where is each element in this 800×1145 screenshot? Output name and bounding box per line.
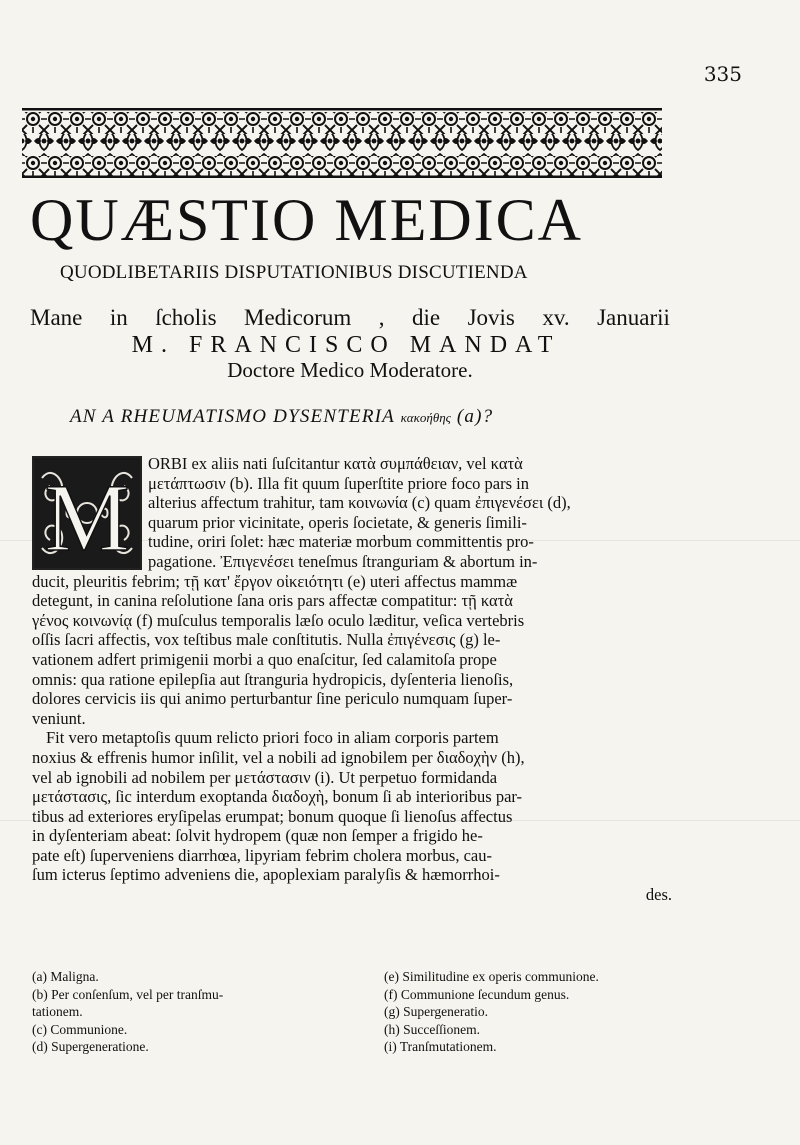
date-word: Mane xyxy=(30,305,83,330)
footnote: (h) Succeſſionem. xyxy=(384,1021,480,1037)
body-line: Fit vero metaptoſis quum relicto priori foco in aliam corporis partem xyxy=(46,728,499,748)
question-greek: κακοήθης xyxy=(400,410,451,425)
question-reference: (a)? xyxy=(456,406,494,427)
body-line: vationem adfert primigenii morbi a quo enaſcitur, ſed calamitoſa prope xyxy=(32,649,497,669)
praeses-name: M. FRANCISCO MANDAT xyxy=(131,332,561,358)
body-line: ſum icterus ſeptimo adveniens die, apoplexiam paralyſis & hæmorrhoi- xyxy=(32,865,500,885)
body-line: dolores cervicis iis qui animo perturbantur ſine periculo numquam ſuper- xyxy=(32,689,513,709)
subtitle: QUODLIBETARIIS DISPUTATIONIBUS DISCUTIENDA xyxy=(60,262,528,283)
body-line: vel ab ignobili ad nobilem per μετάστασιν (i). Ut perpetuo formidanda xyxy=(32,767,498,787)
footnotes-left xyxy=(32,968,352,1056)
date-word: ſcholis xyxy=(155,305,217,330)
footnote: (e) Similitudine ex operis communione. xyxy=(384,969,599,984)
question-heading xyxy=(70,406,670,428)
body-line: tudine, oriri ſolet: hæc materiæ morbum committentis pro- xyxy=(148,532,534,552)
body-line: oſſis ſacri affectis, vox teſtibus male conſtitutis. Nulla ἐπιγένεσις (g) le- xyxy=(32,630,501,650)
footnote: (f) Communione ſecundum genus. xyxy=(384,986,570,1002)
body-line: detegunt, in canina reſolutione ſana oris pars affectæ compatitur: τῇ κατὰ xyxy=(32,591,513,611)
body-text xyxy=(32,454,672,905)
footnotes-right xyxy=(384,968,704,1056)
moderator-line: Doctore Medico Moderatore. xyxy=(227,358,473,382)
date-word: Januarii xyxy=(597,305,670,330)
date-word: Jovis xyxy=(467,305,515,330)
svg-text:M: M xyxy=(44,464,130,570)
footnote: (b) Per conſenſum, vel per tranſmu- xyxy=(32,986,224,1002)
footnote: (d) Supergeneratione. xyxy=(32,1039,149,1054)
question-text: AN A RHEUMATISMO DYSENTERIA xyxy=(70,406,395,427)
body-line: veniunt. xyxy=(32,708,86,728)
body-line: pagatione. Ἐπιγενέσει teneſmus ſtranguriam & abortum in- xyxy=(148,551,538,571)
body-line: ORBI ex aliis nati ſuſcitantur κατὰ συμπάθειαν, vel κατὰ xyxy=(148,454,523,473)
footnote: (g) Supergeneratio. xyxy=(384,1004,488,1019)
date-word: Medicorum xyxy=(244,305,352,330)
body-line: quarum prior vicinitate, operis ſocietate, & generis ſimili- xyxy=(148,512,527,532)
page-title: QUÆSTIO MEDICA xyxy=(30,187,583,253)
body-line: γένος κοινωνίᾳ (f) muſculus temporalis læſo oculo læditur, veſica vertebris xyxy=(32,610,525,630)
body-line: μετάπτωσιν (b). Illa fit quum ſuperſtite priore foco pars in xyxy=(148,473,529,493)
footnote: (i) Tranſmutationem. xyxy=(384,1039,497,1054)
body-line: des. xyxy=(645,885,672,905)
show-through-text xyxy=(250,44,261,65)
body-line: omnis: qua ratione epilepſia aut ſtranguria hydropicis, dyſenteria lienoſis, xyxy=(32,669,514,689)
date-word: xv. xyxy=(542,305,570,330)
body-line: pate eſt) ſuperveniens diarrhœa, lipyriam febrim cholera morbus, cau- xyxy=(32,845,492,865)
footnote: tationem. xyxy=(32,1004,83,1019)
body-line: in dyſenteriam abeat: ſolvit hydropem (quæ non ſemper a frigido he- xyxy=(32,826,483,846)
date-word: , xyxy=(378,305,385,330)
date-word: in xyxy=(109,305,128,330)
ornament-band xyxy=(22,108,662,178)
body-line: μετάστασις, ſic interdum exoptanda διαδοχὴ, bonum ſi ab interioribus par- xyxy=(32,787,523,807)
footnote: (c) Communione. xyxy=(32,1021,128,1037)
body-line: tibus ad exteriores eryſipelas erumpat; bonum quoque ſi lienoſus affectus xyxy=(32,806,513,826)
footnote: (a) Maligna. xyxy=(32,969,99,984)
body-line: noxius & effrenis humor inſilit, vel a nobili ad ignobilem per διαδοχὴν (h), xyxy=(32,747,525,767)
date-word: die xyxy=(412,305,441,330)
body-line: alterius affectum trahitur, tam κοινωνία (c) quam ἐπιγενέσει (d), xyxy=(148,493,571,513)
date-line xyxy=(30,305,670,331)
page-number: 335 xyxy=(703,62,742,86)
body-line: ducit, pleuritis febrim; τῇ κατ' ἔργον οἰκειότητι (e) uteri affectus mammæ xyxy=(32,571,518,591)
